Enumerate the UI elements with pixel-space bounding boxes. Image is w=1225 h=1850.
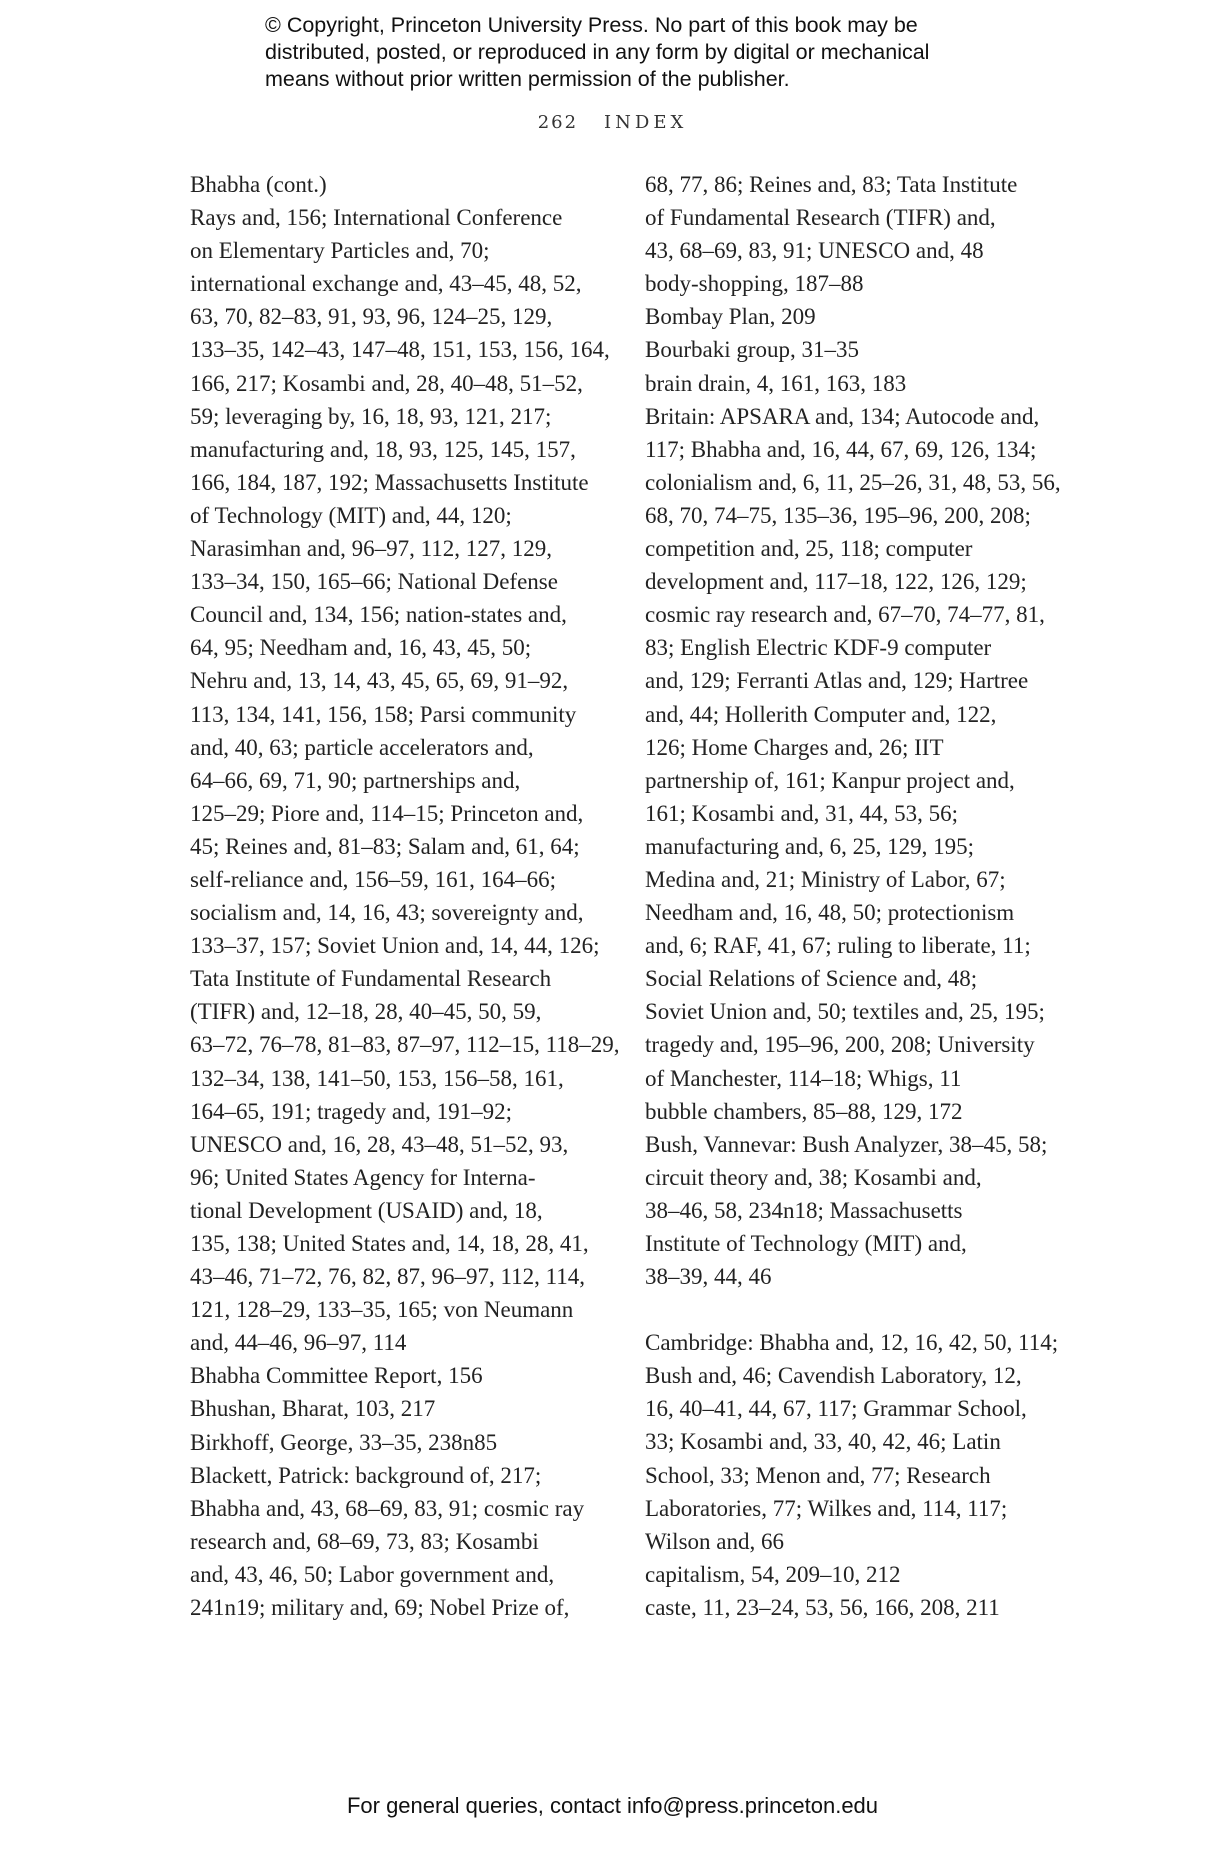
index-entry-line: 64, 95; Needham and, 16, 43, 45, 50;: [190, 635, 532, 661]
index-entry-line: 132–34, 138, 141–50, 153, 156–58, 161,: [190, 1065, 564, 1091]
index-entry-line: Bhabha (cont.): [190, 172, 327, 197]
index-entry-line: colonialism and, 6, 11, 25–26, 31, 48, 53, 56,: [645, 469, 1061, 495]
index-entry-line: Rays and, 156; International Conference: [190, 205, 563, 231]
index-entry-line: tragedy and, 195–96, 200, 208; University: [645, 1032, 1035, 1058]
index-entry: [190, 1392, 610, 1425]
index-entry-line: 38–39, 44, 46: [645, 1264, 772, 1290]
index-entry: [190, 168, 620, 1359]
index-entry-line: 83; English Electric KDF-9 computer: [645, 635, 992, 661]
index-entry: [645, 1095, 1065, 1128]
index-entry-line: caste, 11, 23–24, 53, 56, 166, 208, 211: [645, 1594, 1000, 1620]
index-entry-line: Wilson and, 66: [645, 1528, 784, 1554]
index-entry: [190, 1459, 610, 1624]
index-entry-line: and, 44; Hollerith Computer and, 122,: [645, 701, 997, 727]
index-entry-line: Nehru and, 13, 14, 43, 45, 65, 69, 91–92,: [190, 668, 569, 694]
index-entry-line: competition and, 25, 118; computer: [645, 536, 973, 562]
index-entry-line: Bhushan, Bharat, 103, 217: [190, 1396, 436, 1422]
index-entry: [645, 300, 1065, 333]
index-entry-line: Social Relations of Science and, 48;: [645, 966, 978, 992]
index-entry-line: Birkhoff, George, 33–35, 238n85: [190, 1429, 498, 1455]
index-entry-line: 133–34, 150, 165–66; National Defense: [190, 569, 558, 595]
index-entry: [645, 1128, 1065, 1293]
index-entry: [645, 1326, 1065, 1558]
index-entry-line: Bombay Plan, 209: [645, 304, 816, 330]
index-entry-line: Britain: APSARA and, 134; Autocode and,: [645, 403, 1040, 429]
index-entry-line: 43, 68–69, 83, 91; UNESCO and, 48: [645, 238, 984, 264]
index-entry-line: development and, 117–18, 122, 126, 129;: [645, 569, 1027, 595]
index-entry-line: of Technology (MIT) and, 44, 120;: [190, 502, 512, 528]
index-entry-line: 166, 217; Kosambi and, 28, 40–48, 51–52,: [190, 370, 583, 396]
index-entry: [190, 1359, 610, 1392]
index-entry-line: capitalism, 54, 209–10, 212: [645, 1561, 901, 1587]
index-entry: [645, 1591, 1065, 1624]
index-entry-line: Institute of Technology (MIT) and,: [645, 1231, 967, 1256]
index-entry-line: and, 40, 63; particle accelerators and,: [190, 734, 534, 760]
index-entry-line: Bourbaki group, 31–35: [645, 337, 860, 363]
index-entry: [645, 267, 1065, 300]
copyright-line: © Copyright, Princeton University Press. No part of this book may be: [265, 13, 918, 37]
index-entry-line: partnership of, 161; Kanpur project and,: [645, 767, 1015, 793]
index-entry-line: 126; Home Charges and, 26; IIT: [645, 734, 944, 760]
index-entry-line: and, 44–46, 96–97, 114: [190, 1330, 407, 1356]
index-entry-line: and, 6; RAF, 41, 67; ruling to liberate, 11;: [645, 933, 1031, 959]
copyright-line: means without prior written permission of the publisher.: [265, 67, 790, 91]
index-column-left: [190, 168, 620, 1624]
index-entry-line: 164–65, 191; tragedy and, 191–92;: [190, 1098, 512, 1124]
index-entry-line: Soviet Union and, 50; textiles and, 25, 195;: [645, 999, 1045, 1025]
copyright-line: distributed, posted, or reproduced in any form by digital or mechanical: [265, 40, 930, 64]
entry-group-gap: [645, 1293, 1065, 1326]
index-entry-line: Bush, Vannevar: Bush Analyzer, 38–45, 58;: [645, 1131, 1048, 1157]
index-entry-line: body-shopping, 187–88: [645, 271, 864, 297]
index-entry-line: Narasimhan and, 96–97, 112, 127, 129,: [190, 536, 552, 562]
index-entry-line: tional Development (USAID) and, 18,: [190, 1197, 543, 1223]
index-entry-line: School, 33; Menon and, 77; Research: [645, 1462, 991, 1488]
index-entry-line: 133–35, 142–43, 147–48, 151, 153, 156, 164,: [190, 337, 610, 363]
index-entry-line: 117; Bhabha and, 16, 44, 67, 69, 126, 134;: [645, 436, 1037, 462]
index-block: [645, 168, 1065, 1293]
index-entry-line: Council and, 134, 156; nation-states and,: [190, 602, 567, 628]
index-entry-line: (TIFR) and, 12–18, 28, 40–45, 50, 59,: [190, 999, 542, 1025]
index-entry-line: 33; Kosambi and, 33, 40, 42, 46; Latin: [645, 1429, 1001, 1455]
index-entry: [645, 168, 1065, 267]
index-entry-line: Tata Institute of Fundamental Research: [190, 966, 552, 992]
index-entry-line: 166, 184, 187, 192; Massachusetts Institute: [190, 469, 589, 495]
index-entry-line: self-reliance and, 156–59, 161, 164–66;: [190, 866, 556, 892]
index-entry-line: Needham and, 16, 48, 50; protectionism: [645, 900, 1015, 926]
index-entry-line: brain drain, 4, 161, 163, 183: [645, 370, 907, 396]
index-entry-line: international exchange and, 43–45, 48, 52,: [190, 271, 582, 297]
index-entry-line: 135, 138; United States and, 14, 18, 28, 41,: [190, 1231, 589, 1256]
index-entry-line: 113, 134, 141, 156, 158; Parsi community: [190, 701, 577, 727]
index-entry: [190, 1426, 610, 1459]
index-entry-line: on Elementary Particles and, 70;: [190, 238, 490, 264]
index-entry-line: Bhabha and, 43, 68–69, 83, 91; cosmic ray: [190, 1495, 585, 1521]
index-entry-line: 43–46, 71–72, 76, 82, 87, 96–97, 112, 114,: [190, 1264, 586, 1290]
index-entry: [645, 333, 1065, 366]
index-entry-line: cosmic ray research and, 67–70, 74–77, 81,: [645, 602, 1045, 628]
index-entry-line: manufacturing and, 6, 25, 129, 195;: [645, 833, 974, 859]
index-column-right: [645, 168, 1065, 1624]
index-entry-line: and, 43, 46, 50; Labor government and,: [190, 1561, 555, 1587]
index-entry-line: and, 129; Ferranti Atlas and, 129; Hartree: [645, 668, 1029, 694]
index-entry: [645, 367, 1065, 400]
copyright-notice: [265, 12, 1025, 93]
index-entry-line: 133–37, 157; Soviet Union and, 14, 44, 126;: [190, 933, 600, 959]
index-entry-line: of Fundamental Research (TIFR) and,: [645, 205, 996, 231]
index-entry-line: Blackett, Patrick: background of, 217;: [190, 1462, 542, 1488]
index-entry-line: circuit theory and, 38; Kosambi and,: [645, 1164, 982, 1190]
page-number: 262: [537, 112, 579, 133]
index-entry-line: 68, 77, 86; Reines and, 83; Tata Institute: [645, 172, 1018, 197]
index-entry-line: Laboratories, 77; Wilkes and, 114, 117;: [645, 1495, 1008, 1521]
index-entry-line: 96; United States Agency for Interna-: [190, 1164, 536, 1190]
index-entry-line: 59; leveraging by, 16, 18, 93, 121, 217;: [190, 403, 552, 429]
section-label: INDEX: [604, 112, 688, 133]
index-entry-line: 241n19; military and, 69; Nobel Prize of,: [190, 1595, 570, 1621]
index-entry-line: of Manchester, 114–18; Whigs, 11: [645, 1065, 962, 1091]
index-entry-line: 161; Kosambi and, 31, 44, 53, 56;: [645, 800, 959, 826]
running-head: [0, 112, 1225, 133]
footer-contact: For general queries, contact info@press.princeton.edu: [346, 1793, 879, 1818]
index-entry-line: 45; Reines and, 81–83; Salam and, 61, 64;: [190, 833, 580, 859]
index-entry: [645, 1558, 1065, 1591]
index-entry: [645, 400, 1065, 1095]
index-entry-line: research and, 68–69, 73, 83; Kosambi: [190, 1528, 539, 1554]
index-entry-line: Cambridge: Bhabha and, 12, 16, 42, 50, 114;: [645, 1330, 1059, 1356]
index-entry-line: UNESCO and, 16, 28, 43–48, 51–52, 93,: [190, 1131, 569, 1157]
index-entry-line: 121, 128–29, 133–35, 165; von Neumann: [190, 1297, 574, 1323]
index-entry-line: 16, 40–41, 44, 67, 117; Grammar School,: [645, 1396, 1027, 1422]
index-entry-line: 68, 70, 74–75, 135–36, 195–96, 200, 208;: [645, 502, 1031, 528]
index-entry-line: bubble chambers, 85–88, 129, 172: [645, 1098, 963, 1124]
index-entry-line: Bush and, 46; Cavendish Laboratory, 12,: [645, 1363, 1022, 1389]
index-entry-line: 125–29; Piore and, 114–15; Princeton and,: [190, 800, 584, 826]
index-entry-line: 63, 70, 82–83, 91, 93, 96, 124–25, 129,: [190, 304, 553, 330]
index-entry-line: Bhabha Committee Report, 156: [190, 1363, 483, 1389]
index-entry-line: 38–46, 58, 234n18; Massachusetts: [645, 1197, 963, 1223]
index-entry-line: 63–72, 76–78, 81–83, 87–97, 112–15, 118–29,: [190, 1032, 620, 1058]
index-entry-line: Medina and, 21; Ministry of Labor, 67;: [645, 866, 1006, 892]
index-block: [645, 1326, 1065, 1624]
index-entry-line: socialism and, 14, 16, 43; sovereignty and,: [190, 900, 584, 926]
index-entry-line: manufacturing and, 18, 93, 125, 145, 157,: [190, 436, 576, 462]
index-entry-line: 64–66, 69, 71, 90; partnerships and,: [190, 767, 521, 793]
